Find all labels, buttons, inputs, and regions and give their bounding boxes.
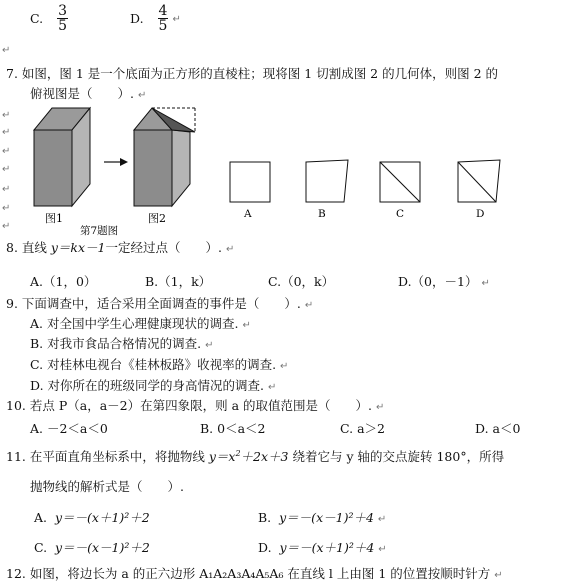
q7-figure	[20, 100, 530, 240]
q8-option-d: D.（0，－1） ↵	[398, 274, 490, 289]
q6-d-fraction: $\frac{4}{5}$	[158, 3, 168, 34]
fig-caption: 第7题图	[80, 225, 119, 237]
q11-stem-line2: 抛物线的解析式是（ ）.	[30, 479, 184, 494]
q10-option-c: C. a＞2	[340, 421, 385, 436]
q10-option-a: A. －2＜a＜0	[30, 421, 108, 436]
q9-option-c: C. 对桂林电视台《桂林板路》收视率的调查. ↵	[30, 357, 289, 372]
q10-option-b: B. 0＜a＜2	[200, 421, 266, 436]
q8-option-b: B.（1，k）	[145, 274, 212, 289]
q9-option-d: D. 对你所在的班级同学的身高情况的调查. ↵	[30, 378, 277, 393]
fig1-label: 图1	[45, 212, 63, 225]
q8-option-a: A.（1，0）	[30, 274, 97, 289]
q6-c-fraction: $\frac{3}{5}$	[58, 3, 67, 34]
q9-option-a: A. 对全国中学生心理健康现状的调查. ↵	[30, 316, 251, 331]
q6-option-d: D. $\frac{4}{5}$ ↵	[130, 3, 181, 34]
fig2-prism	[134, 108, 195, 206]
fig2-label: 图2	[148, 212, 166, 225]
q8-option-c: C.（0，k）	[268, 274, 335, 289]
option-d-label: D	[476, 208, 485, 220]
q12-stem: 12. 如图，将边长为 a 的正六边形 A₁A₂A₃A₄A₅A₆ 在直线 l 上由图 1 的位置按顺时针方 ↵	[6, 566, 503, 581]
q11-stem: 11. 在平面直角坐标系中，将抛物线 $y=x^2+2x+3$ 绕着它与 y 轴的交点旋转 180°，所得	[6, 448, 505, 464]
q10-option-d: D. a＜0	[475, 421, 521, 436]
option-a-label: A	[244, 208, 252, 220]
option-b-shape	[306, 160, 348, 202]
q9-stem: 9. 下面调查中，适合采用全面调查的事件是（ ）. ↵	[6, 296, 314, 311]
arrow-icon	[104, 158, 128, 166]
option-c-shape	[380, 162, 420, 202]
option-c-label: C	[396, 208, 405, 220]
q11-option-c: C. y＝－(x－1)²＋2	[34, 540, 150, 555]
q10-stem: 10. 若点 P（a，a－2）在第四象限，则 a 的取值范围是（ ）. ↵	[6, 398, 385, 413]
option-b-label: B	[318, 208, 326, 220]
option-d-shape	[458, 160, 500, 202]
q7-stem: 7. 如图，图 1 是一个底面为正方形的直棱柱；现将图 1 切割成图 2 的几何体，则图 2 的	[6, 66, 498, 81]
q11-option-a: A. y＝－(x＋1)²＋2	[34, 510, 150, 525]
q7-stem-line2: 俯视图是（ ）. ↵	[30, 86, 147, 101]
fig1-prism	[34, 108, 90, 206]
q8-stem: 8. 直线 y＝kx－1一定经过点（ ）. ↵	[6, 240, 235, 255]
q9-option-b: B. 对我市食品合格情况的调查. ↵	[30, 336, 214, 351]
q11-parabola: $y=x^2+2x+3$	[208, 448, 289, 464]
q6-option-c: C. $\frac{3}{5}$	[30, 3, 67, 34]
q11-option-d: D. y＝－(x＋1)²＋4 ↵	[258, 540, 387, 555]
q11-option-b: B. y＝－(x－1)²＋4 ↵	[258, 510, 387, 525]
option-a-shape	[230, 162, 270, 202]
